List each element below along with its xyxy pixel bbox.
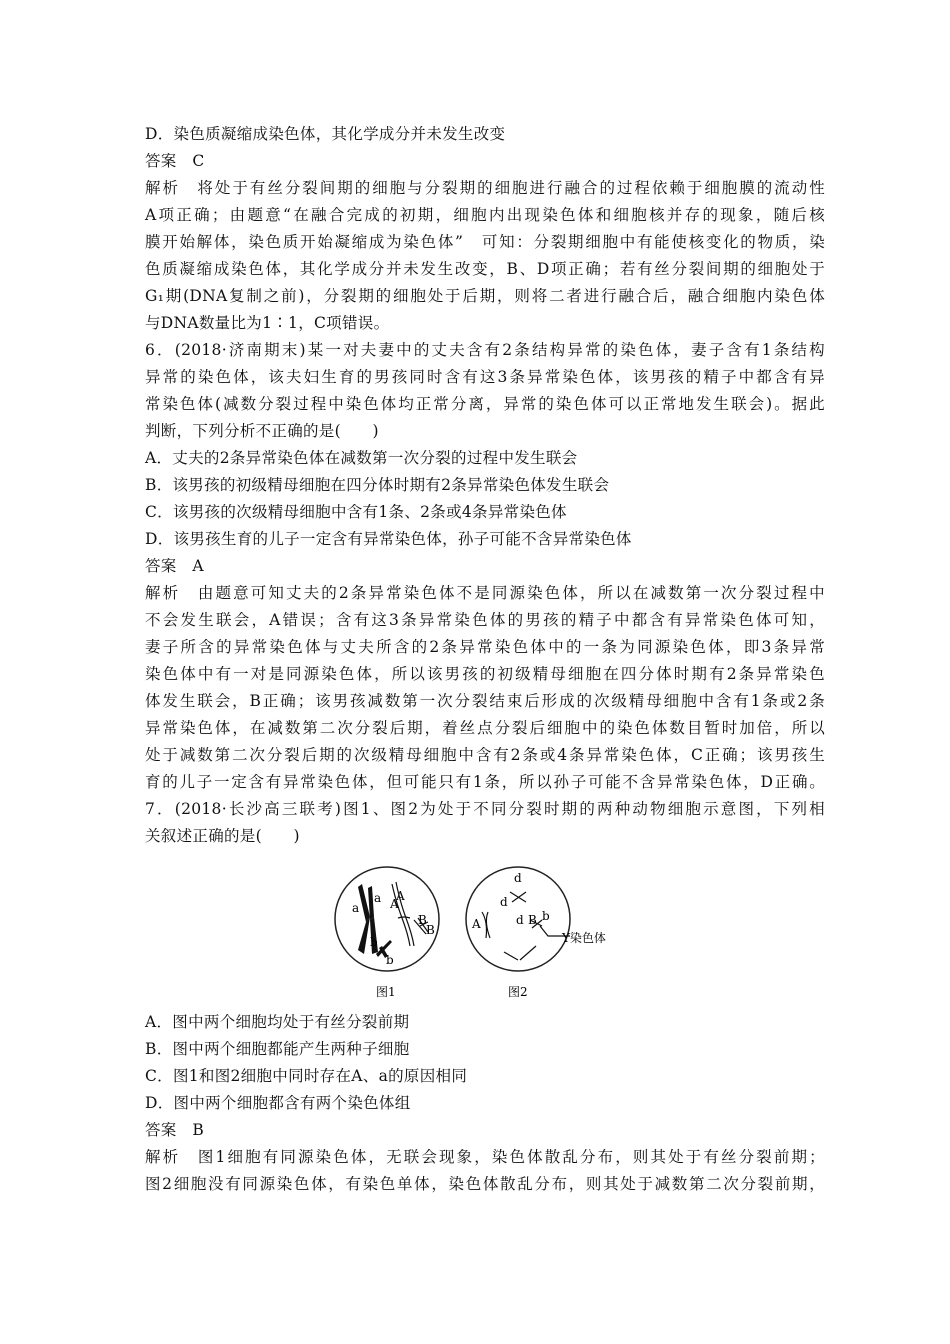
label-B-1: B [418, 913, 427, 927]
text-line: C．图1和图2细胞中同时存在A、a的原因相同 [145, 1067, 468, 1085]
label-b-3: b [542, 909, 550, 923]
text-line: 图2细胞没有同源染色体，有染色单体，染色体散乱分布，则其处于减数第二次分裂前期， [145, 1175, 825, 1193]
text-line: 答案 B [145, 1121, 205, 1139]
text-line: 7．(2018·长沙高三联考)图1、图2为处于不同分裂时期的两种动物细胞示意图，下列相 [145, 800, 825, 818]
text-line: 解析 图1细胞有同源染色体，无联会现象，染色体散乱分布，则其处于有丝分裂前期； [145, 1148, 825, 1166]
text-line: D．该男孩生育的儿子一定含有异常染色体，孙子可能不含异常染色体 [145, 530, 632, 548]
label-d-2: d [500, 895, 508, 909]
text-line: 常染色体(减数分裂过程中染色体均正常分离，异常的染色体可以正常地发生联会)。据此 [145, 395, 825, 413]
text-line: 6．(2018·济南期末)某一对夫妻中的丈夫含有2条结构异常的染色体，妻子含有1条结构 [145, 341, 825, 359]
text-line: 处于减数第二次分裂后期的次级精母细胞中含有2条或4条异常染色体，C正确；该男孩生 [145, 746, 825, 764]
text-line: 解析 将处于有丝分裂间期的细胞与分裂期的细胞进行融合的过程依赖于细胞膜的流动性 [145, 179, 825, 197]
figure-2-caption: 图2 [508, 985, 528, 999]
text-line: D．图中两个细胞都含有两个染色体组 [145, 1094, 411, 1112]
cell-diagram [330, 862, 630, 1004]
text-line: 与DNA数量比为1∶1，C项错误。 [145, 314, 390, 332]
cell-2-chromosomes [482, 892, 570, 960]
text-line: A．图中两个细胞均处于有丝分裂前期 [145, 1013, 410, 1031]
text-line: 判断，下列分析不正确的是( ) [145, 422, 379, 440]
text-line: 色质凝缩成染色体，其化学成分并未发生改变，B、D项正确；若有丝分裂间期的细胞处于 [145, 260, 825, 278]
label-d-1: d [514, 871, 522, 885]
text-line: 妻子所含的异常染色体与丈夫所含的2条异常染色体中的一条为同源染色体，即3条异常 [145, 638, 825, 656]
label-d-3: d [516, 913, 524, 927]
label-B-2: B [426, 923, 435, 937]
cell-figure [330, 862, 630, 1004]
text-line: 染色体中有一对是同源染色体，所以该男孩的初级精母细胞在四分体时期有2条异常染色 [145, 665, 825, 683]
text-line: 答案 A [145, 557, 204, 575]
label-a-2: a [374, 891, 382, 905]
text-line: A项正确；由题意“在融合完成的初期，细胞内出现染色体和细胞核并存的现象，随后核 [145, 206, 825, 224]
text-line: 异常的染色体，该夫妇生育的男孩同时含有这3条异常染色体，该男孩的精子中都含有异 [145, 368, 825, 386]
label-B-3: B [528, 913, 537, 927]
figure-1-caption: 图1 [376, 985, 396, 999]
label-A-3: A [472, 917, 481, 931]
label-a-1: a [352, 901, 360, 915]
text-line: 育的儿子一定含有异常染色体，但可能只有1条，所以孙子可能不含异常染色体，D正确。 [145, 773, 825, 791]
text-line: C．该男孩的次级精母细胞中含有1条、2条或4条异常染色体 [145, 503, 567, 521]
text-line: 不会发生联会，A错误；含有这3条异常染色体的男孩的精子中都含有异常染色体可知， [145, 611, 825, 629]
label-A-2: A [396, 889, 405, 903]
text-line: D．染色质凝缩成染色体，其化学成分并未发生改变 [145, 125, 506, 143]
text-line: G₁期(DNA复制之前)，分裂期的细胞处于后期，则将二者进行融合后，融合细胞内染色体 [145, 287, 825, 305]
text-line: B．图中两个细胞都能产生两种子细胞 [145, 1040, 410, 1058]
text-line: 答案 C [145, 152, 205, 170]
text-line: 体发生联会，B正确；该男孩减数第一次分裂结束后形成的次级精母细胞中含有1条或2条 [145, 692, 825, 710]
label-b-2: b [386, 953, 394, 967]
label-b-1: b [370, 935, 378, 949]
text-line: 异常染色体，在减数第二次分裂后期，着丝点分裂后细胞中的染色体数目暂时加倍，所以 [145, 719, 825, 737]
text-line: B．该男孩的初级精母细胞在四分体时期有2条异常染色体发生联会 [145, 476, 610, 494]
label-A-1: A [390, 897, 399, 911]
text-line: 膜开始解体，染色质开始凝缩成为染色体” 可知：分裂期细胞中有能使核变化的物质，染 [145, 233, 825, 251]
text-line: 关叙述正确的是( ) [145, 827, 300, 845]
text-line: 解析 由题意可知丈夫的2条异常染色体不是同源染色体，所以在减数第一次分裂过程中 [145, 584, 825, 602]
text-line: A．丈夫的2条异常染色体在减数第一次分裂的过程中发生联会 [145, 449, 578, 467]
y-chromosome-label: Y染色体 [562, 931, 606, 945]
